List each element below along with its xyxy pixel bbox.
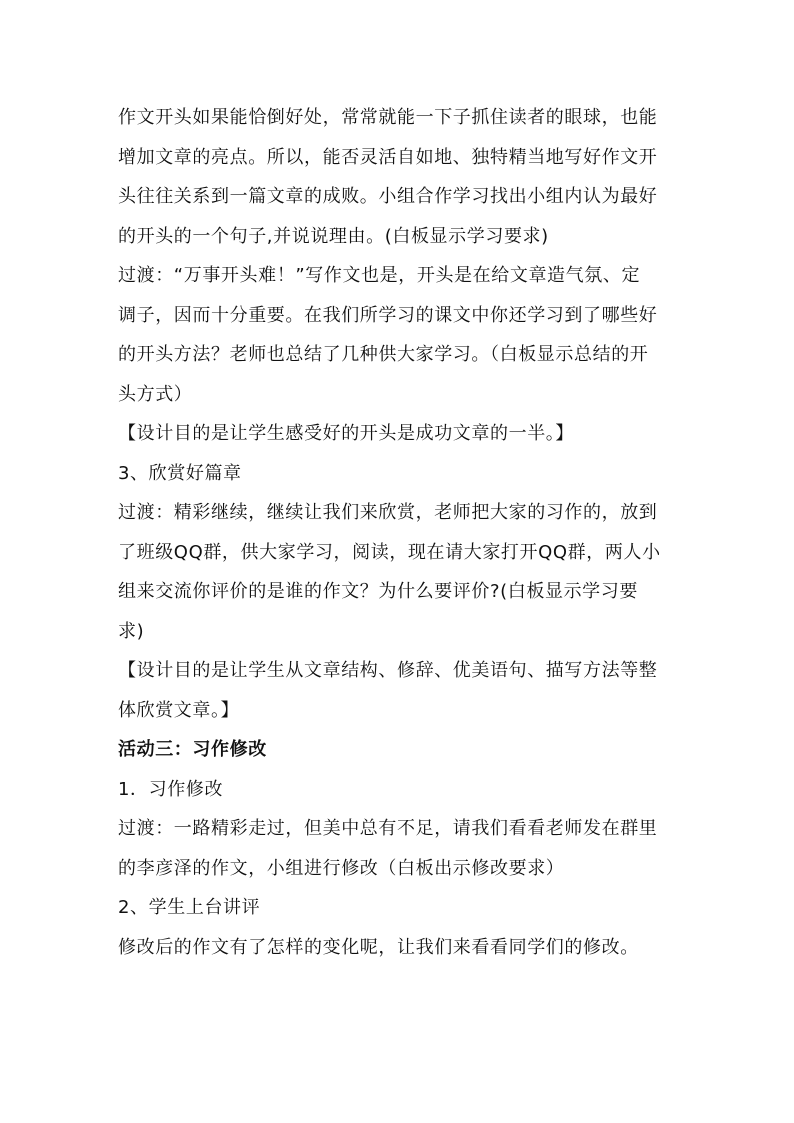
paragraph-line: 求)	[118, 620, 145, 642]
paragraph-line: 作文开头如果能恰倒好处，常常就能一下子抓住读者的眼球，也能	[118, 107, 658, 128]
paragraph-line: 了班级QQ群，供大家学习，阅读，现在请大家打开QQ群，两人小	[118, 541, 661, 563]
paragraph-line: 头方式）	[118, 383, 193, 405]
document-body	[118, 98, 678, 967]
section-heading: 2、学生上台讲评	[118, 897, 261, 918]
design-purpose-note: 【设计目的是让学生感受好的开头是成功文章的一半。】	[118, 423, 574, 444]
paragraph-line: 调子，因而十分重要。在我们所学习的课文中你还学习到了哪些好	[118, 304, 658, 326]
paragraph-line: 头往往关系到一篇文章的成败。小组合作学习找出小组内认为最好	[118, 186, 658, 207]
paragraph-line: 修改后的作文有了怎样的变化呢，让我们来看看同学们的修改。	[118, 936, 639, 958]
section-heading: 1．习作修改	[118, 778, 224, 800]
paragraph-line: 过渡：一路精彩走过，但美中总有不足，请我们看看老师发在群里	[118, 818, 658, 839]
section-heading: 3、欣赏好篇章	[118, 462, 242, 484]
paragraph-line: 过渡：“万事开头难！”写作文也是，开头是在给文章造气氛、定	[118, 265, 641, 286]
paragraph-line: 组来交流你评价的是谁的作文？为什么要评价?(白板显示学习要	[118, 581, 638, 602]
paragraph-line: 的李彦泽的作文，小组进行修改（白板出示修改要求）	[118, 857, 565, 879]
paragraph-line: 的开头的一个句子,并说说理由。(白板显示学习要求)	[118, 225, 549, 247]
paragraph-line: 增加文章的亮点。所以，能否灵活自如地、独特精当地写好作文开	[118, 146, 658, 168]
design-purpose-note: 体欣赏文章。】	[118, 699, 240, 721]
design-purpose-note: 【设计目的是让学生从文章结构、修辞、优美语句、描写方法等整	[118, 660, 658, 681]
paragraph-line: 的开头方法？老师也总结了几种供大家学习。（白板显示总结的开	[118, 344, 649, 365]
paragraph-line: 过渡：精彩继续，继续让我们来欣赏，老师把大家的习作的，放到	[118, 502, 658, 523]
activity-heading: 活动三：习作修改	[118, 739, 267, 760]
